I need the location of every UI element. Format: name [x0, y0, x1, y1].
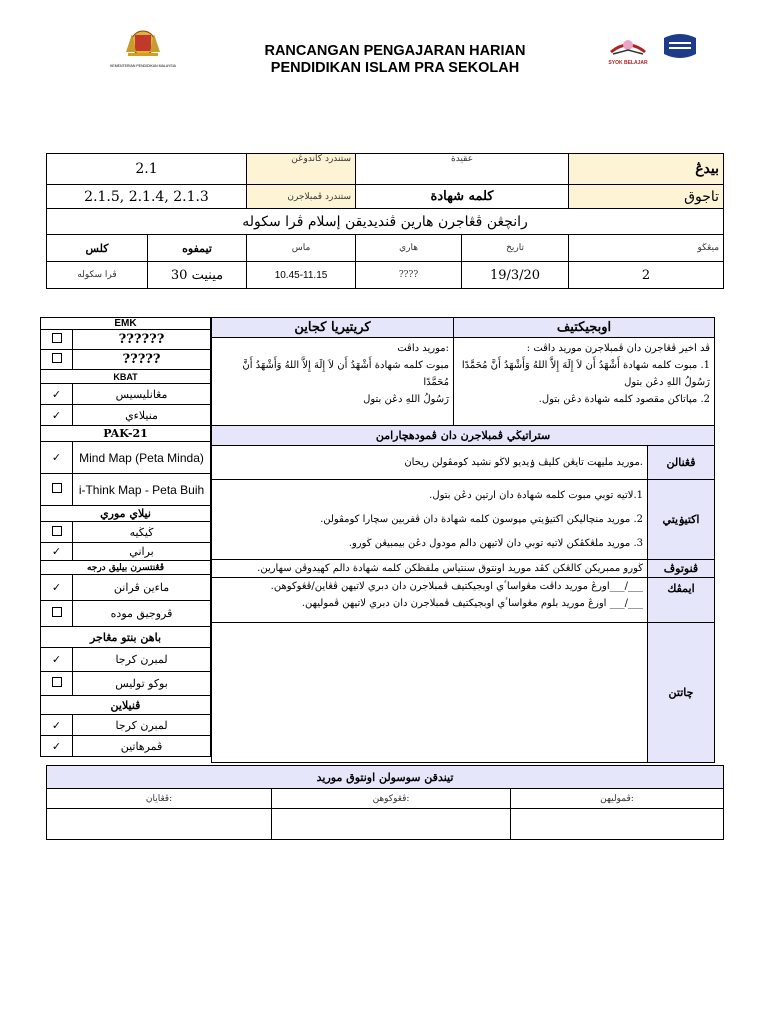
tarikh-header: تاريخ [462, 235, 569, 262]
pengenalan-line-1: .موريد مليهت تايڠن كليڤ ۏيديو لاڬو نشيد كومڤولن ريحان [404, 457, 643, 468]
kriteria-line-2: مبوت كلمه شهادة أَشْهَدُ أَن لاَ إِلَهَ إِلاَّ اللهُ وَأَشْهَدُ أَنَّ مُحَمَّدًا [242, 360, 449, 388]
sb-title: ڤڠنتسرن بيليق درجه [41, 561, 211, 575]
bbm-item-2: بوكو توليس [73, 672, 211, 696]
minggu-header: ميڠڬو [569, 235, 724, 262]
objektif-cell [454, 338, 715, 426]
school-logo [660, 32, 700, 62]
emk-checkbox-1[interactable] [41, 330, 73, 350]
objektif-line-1: ڤد اخير ڤڠاجرن دان ڤمبلاجرن موريد داڤت : [526, 343, 710, 354]
page-title-line1: RANCANGAN PENGAJARAN HARIAN [264, 43, 526, 59]
pengukuhan-cell[interactable] [272, 809, 511, 840]
impak-line-2: ___/___ اورڠ موريد بلوم مڠواساٴي اوبجيكتيف ڤمبلاجرن دان دبري لاتيهن ڤموليهن. [301, 598, 643, 609]
objektif-line-2: 1. مبوت كلمه شهادة أَشْهَدُ أَن لاَ إِلَهَ إِلاَّ اللهُ وَأَشْهَدُ أَنَّ مُحَمَّدًا [461, 360, 710, 371]
aktiviti-line-3: 3. موريد ملڠكڤكن لاتيه توبي دان لاتيهن دالم مودول دڠن بيمبيڠن ڬورو. [348, 537, 643, 549]
info-table [46, 153, 724, 289]
bbm-title: باهن بنتو مڠاجر [41, 627, 211, 648]
emk-item-2: ????? [73, 350, 211, 370]
kbat-check-1[interactable]: ✓ [41, 384, 73, 405]
tempoh-header: تيمفوه [148, 235, 247, 262]
kriteria-cell [212, 338, 454, 426]
pengenalan-label: ڤڠنالن [648, 446, 715, 480]
emk-checkbox-2[interactable] [41, 350, 73, 370]
pen-check-1[interactable]: ✓ [41, 715, 73, 736]
pak-title: PAK-21 [41, 426, 211, 442]
nilai-item-1: ڬيڬيه [73, 522, 211, 543]
checkbox-empty-icon [52, 333, 62, 343]
pak-item-2: i-Think Map - Peta Buih [73, 474, 211, 506]
kbat-title: KBAT [41, 370, 211, 384]
pak-checkbox-2[interactable] [41, 474, 73, 506]
kelas-header: كلس [47, 235, 148, 262]
kbat-check-2[interactable]: ✓ [41, 405, 73, 426]
emk-item-1: ?????? [73, 330, 211, 350]
pemulihan-cell[interactable] [511, 809, 724, 840]
aktiviti-content [212, 480, 648, 560]
sk-value: 2.1 [47, 154, 247, 185]
bbm-item-1: لمبرن كرجا [73, 648, 211, 672]
tempoh-value: 30 مينيت [148, 262, 247, 289]
side-table [40, 317, 211, 757]
syok-belajar-label: SYOK BELAJAR [608, 60, 648, 66]
sb-item-2: ڤروجيق موده [73, 601, 211, 627]
masa-header: ماس [247, 235, 356, 262]
kriteria-line-3: رَسُولُ اللهِ دڠن بتول [363, 394, 449, 405]
sb-checkbox-2[interactable] [41, 601, 73, 627]
impak-label: ايمڤك [648, 578, 715, 623]
masa-value: 10.45-11.15 [247, 262, 356, 289]
objektif-line-4: 2. مڽاتاكن مقصود كلمه شهادة دڠن بتول. [538, 394, 710, 405]
penutup-line-1: ڬورو ممبريكن كالڠكن كڤد موريد اونتوق سنتياس ملفظكن كلمه شهادة دالم كهيدوڤن سهارين. [257, 563, 643, 574]
checkbox-empty-icon [52, 607, 62, 617]
sp-value: 2.1.5, 2.1.4, 2.1.3 [47, 185, 247, 209]
ministry-caption: KEMENTERIAN PENDIDIKAN MALAYSIA [110, 64, 176, 68]
catatan-label: چاتتن [648, 623, 715, 763]
objektif-line-3: رَسُولُ اللهِ دڠن بتول [624, 377, 710, 388]
page-title-line2: PENDIDIKAN ISLAM PRA SEKOLAH [270, 60, 520, 76]
sp-label: ستندرد ڤمبلاجرن [247, 185, 356, 209]
tajuk-label: تاجوق [569, 185, 724, 209]
nilai-check-2[interactable]: ✓ [41, 543, 73, 561]
bbm-check-1[interactable]: ✓ [41, 648, 73, 672]
sk-label: ستندرد كاندوڠن [247, 154, 356, 185]
bidang-value: عقيدة [356, 154, 569, 185]
book-icon [603, 34, 653, 60]
objektif-title: اوبجيكتيف [454, 318, 715, 338]
pen-item-2: ڤمرهاتين [73, 736, 211, 757]
tarikh-value: 19/3/20 [462, 262, 569, 289]
ministry-logo [108, 26, 178, 70]
catatan-content[interactable] [212, 623, 648, 763]
pak-item-1: Mind Map (Peta Minda) [73, 442, 211, 474]
checkbox-empty-icon [52, 526, 62, 536]
emblem-icon [660, 32, 700, 62]
pengenalan-content [212, 446, 648, 480]
syok-belajar-logo [603, 34, 653, 64]
aktiviti-line-1: 1.لاتيه توبي مبوت كلمه شهادة دان ارتين دڠن بتول. [429, 489, 643, 501]
hari-value: ???? [356, 262, 462, 289]
checkbox-empty-icon [52, 677, 62, 687]
impak-content [212, 578, 648, 623]
sb-check-1[interactable]: ✓ [41, 575, 73, 601]
kelas-value: ڤرا سكوله [47, 262, 148, 289]
nilai-title: نيلاي موري [41, 506, 211, 522]
penilaian-title: ڤنيلاين [41, 696, 211, 715]
sb-item-1: ماءين ڤرانن [73, 575, 211, 601]
penutup-label: ڤنوتوڤ [648, 560, 715, 578]
main-table [211, 317, 715, 763]
aktiviti-label: اكتيۏيتي [648, 480, 715, 560]
plan-title: رانچڠن ڤڠاجرن هارين ڤنديديقن إسلام ڤرا سكوله [47, 209, 724, 235]
penutup-content [212, 560, 648, 578]
pengayaan-header: ڤڠايان: [47, 789, 272, 809]
nilai-checkbox-1[interactable] [41, 522, 73, 543]
hari-header: هاري [356, 235, 462, 262]
kriteria-title: كريتيريا كجاين [212, 318, 454, 338]
strategi-title: ستراتيڬي ڤمبلاجرن دان ڤمودهچارامن [212, 426, 715, 446]
tindakan-table [46, 765, 724, 840]
pak-check-1[interactable]: ✓ [41, 442, 73, 474]
bbm-checkbox-2[interactable] [41, 672, 73, 696]
tindakan-title: تيندقن سوسولن اونتوق موريد [47, 766, 724, 789]
pengayaan-cell[interactable] [47, 809, 272, 840]
bidang-label: بيدڠ [569, 154, 724, 185]
aktiviti-line-2: 2. موريد منچاليكن اكتيۏيتي مڽوسون كلمه شهادة دان ڤفربين سچارا كومڤولن. [320, 513, 643, 525]
pemulihan-header: ڤموليهن: [511, 789, 724, 809]
pengukuhan-header: ڤڠوكوهن: [272, 789, 511, 809]
pen-item-1: لمبرن كرجا [73, 715, 211, 736]
kbat-item-1: مڠانليسيس [73, 384, 211, 405]
checkbox-empty-icon [52, 483, 62, 493]
kbat-item-2: منيلاءي [73, 405, 211, 426]
minggu-value: 2 [569, 262, 724, 289]
emk-title: EMK [41, 318, 211, 330]
pen-check-2[interactable]: ✓ [41, 736, 73, 757]
kriteria-line-1: :موريد داڤت [397, 343, 449, 354]
impak-line-1: ___/___اورڠ موريد داڤت مڠواساٴي اوبجيكتيف ڤمبلاجرن دان دبري لاتيهن ڤڠاين/ڤڠوكوهن. [270, 581, 643, 592]
checkbox-empty-icon [52, 353, 62, 363]
nilai-item-2: براني [73, 543, 211, 561]
tajuk-value: كلمه شهادة [356, 185, 569, 209]
